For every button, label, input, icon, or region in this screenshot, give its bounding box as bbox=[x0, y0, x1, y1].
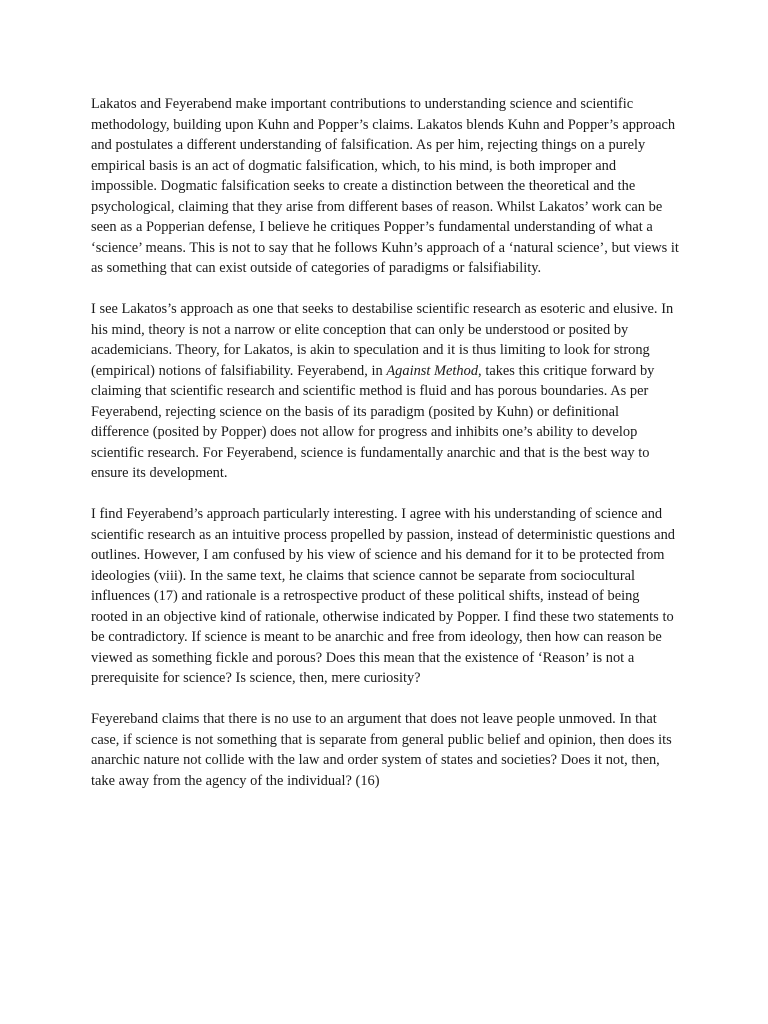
paragraph-1: Lakatos and Feyerabend make important contributions to understanding science and scientific methodology, building upon Kuhn and Popper’s claims. Lakatos blends Kuhn and Popper’s approach and postulates a different understanding of falsification. As per him, rejecting things on a purely empirical basis is an act of dogmatic falsification, which, to his mind, is both improper and impossible. Dogmatic falsification seeks to create a distinction between the theoretical and the psychological, claiming that they arise from different bases of reason. Whilst Lakatos’ work can be seen as a Popperian defense, I believe he critiques Popper’s fundamental understanding of what a ‘science’ means. This is not to say that he follows Kuhn’s approach of a ‘natural science’, but views it as something that can exist outside of categories of paradigms or falsifiability. bbox=[91, 96, 679, 276]
paragraph-2-text-a: I see Lakatos’s approach as one that seeks to destabilise scientific research as esoteric and elusive. In his mind, theory is not a narrow or elite conception that can only be understood or posited by academicians. Theory, for Lakatos, is akin to speculation and it is thus limiting to look for strong (empirical) notions of falsifiability. Feyerabend, in bbox=[91, 301, 674, 379]
book-title-italic: Against Method bbox=[386, 362, 479, 379]
paragraph-4: Feyereband claims that there is no use to an argument that does not leave people unmoved. In that case, if science is not something that is separate from general public belief and opinion, then does its anarchic nature not collide with the law and order system of states and societies? Does it not, then, take away from the agency of the individual? (16) bbox=[91, 711, 672, 789]
paragraph-2 bbox=[91, 299, 679, 484]
paragraph-3: I find Feyerabend’s approach particularly interesting. I agree with his understanding of science and scientific research as an intuitive process propelled by passion, instead of deterministic questions and outlines. However, I am confused by his view of science and his demand for it to be protected from ideologies (viii). In the same text, he claims that science cannot be separate from sociocultural influences (17) and rationale is a retrospective product of these political shifts, instead of being rooted in an objective kind of rationale, otherwise indicated by Popper. I find these two statements to be contradictory. If science is meant to be anarchic and free from ideology, then how can reason be viewed as something fickle and porous? Does this mean that the existence of ‘Reason’ is not a prerequisite for science? Is science, then, mere curiosity? bbox=[91, 506, 675, 686]
document-body bbox=[91, 94, 679, 812]
paragraph-2-text-b: , takes this critique forward by claiming that scientific research and scientific method is fluid and has porous boundaries. As per Feyerabend, rejecting science on the basis of its paradigm (posited by Kuhn) or definitional difference (posited by Popper) does not allow for progress and inhibits one’s ability to develop scientific research. For Feyerabend, science is fundamentally anarchic and that is the best way to ensure its development. bbox=[91, 362, 655, 481]
